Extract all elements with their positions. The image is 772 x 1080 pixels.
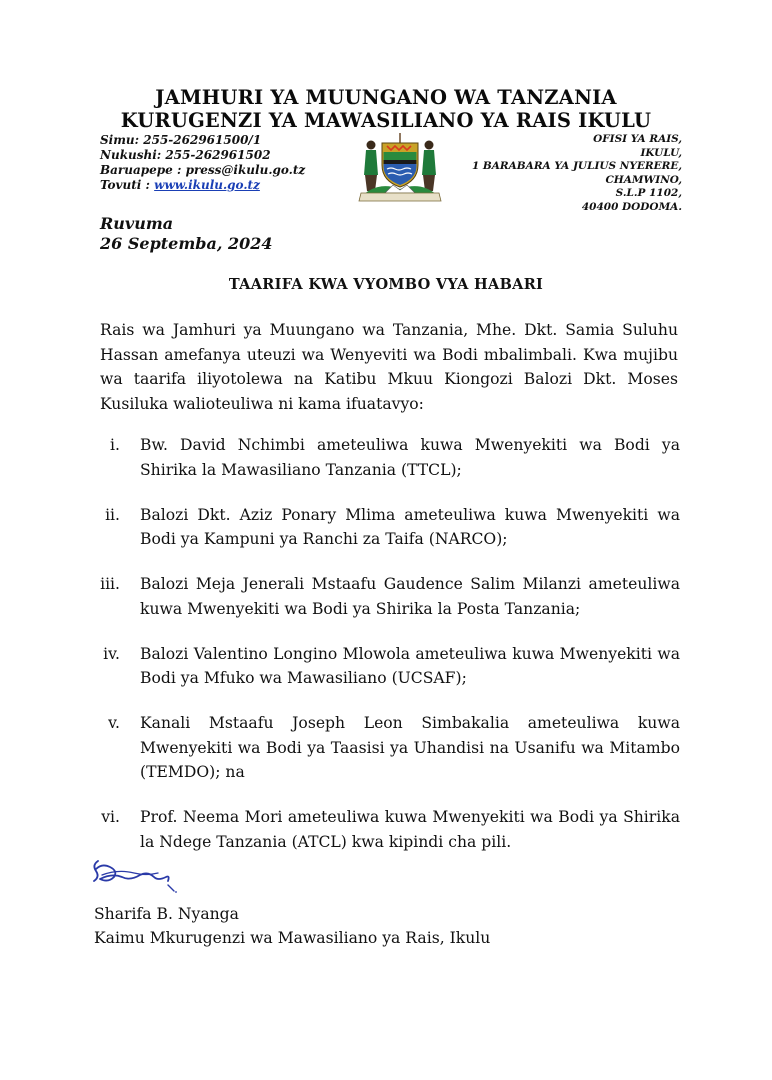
website-link[interactable]: www.ikulu.go.tz [154, 178, 260, 192]
appointments-list [100, 433, 680, 875]
fax-number: Nukushi: 255-262961502 [100, 148, 271, 162]
address-line: CHAMWINO, [605, 173, 682, 186]
address-line: 1 BARABARA YA JULIUS NYERERE, [471, 160, 682, 173]
signatory-block [94, 902, 490, 950]
handwritten-signature-icon [88, 851, 184, 895]
office-address [472, 133, 682, 215]
list-item-text: Balozi Dkt. Aziz Ponary Mlima ameteuliwa kuwa Mwenyekiti wa Bodi ya Kampuni ya Ranchi za Taifa (NARCO); [140, 505, 680, 548]
contact-block [100, 133, 305, 193]
list-item-text: Kanali Mstaafu Joseph Leon Simbakalia ameteuliwa kuwa Mwenyekiti wa Bodi ya Taasisi ya Uhandisi na Usanifu wa Mitambo (TEMDO); na [140, 714, 680, 781]
list-item-text: Balozi Meja Jenerali Mstaafu Gaudence Salim Milanzi ameteuliwa kuwa Mwenyekiti wa Bodi ya Shirika la Posta Tanzania; [140, 575, 680, 618]
list-item-text: Prof. Neema Mori ameteuliwa kuwa Mwenyekiti wa Bodi ya Shirika la Ndege Tanzania (ATCL) kwa kipindi cha pili. [140, 808, 680, 851]
address-line: OFISI YA RAIS, [593, 133, 682, 145]
phone-number: Simu: 255-262961500/1 [100, 133, 262, 147]
list-numeral: iii. [100, 575, 120, 593]
date: 26 Septemba, 2024 [100, 234, 273, 253]
place: Ruvuma [100, 214, 174, 233]
address-line: 40400 DODOMA. [581, 200, 682, 213]
header-title-line2: KURUGENZI YA MAWASILIANO YA RAIS IKULU [120, 109, 652, 132]
list-numeral: i. [110, 436, 120, 454]
list-item [100, 711, 680, 785]
website-label: Tovuti : [100, 178, 155, 192]
list-item-text: Bw. David Nchimbi ameteuliwa kuwa Mwenyekiti wa Bodi ya Shirika la Mawasiliano Tanzania (TTCL); [140, 436, 680, 479]
list-item-text: Balozi Valentino Longino Mlowola ameteuliwa kuwa Mwenyekiti wa Bodi ya Mfuko wa Mawasiliano (UCSAF); [140, 644, 680, 687]
signatory-name: Sharifa B. Nyanga [94, 905, 239, 923]
list-item [100, 572, 680, 621]
address-line: IKULU, [640, 146, 682, 159]
list-numeral: vi. [101, 808, 120, 826]
header-title-line1: JAMHURI YA MUUNGANO WA TANZANIA [155, 86, 617, 109]
place-date-block [100, 214, 272, 254]
signatory-title: Kaimu Mkurugenzi wa Mawasiliano ya Rais, Ikulu [94, 929, 491, 947]
list-item [100, 805, 680, 854]
list-item [100, 433, 680, 482]
list-item [100, 503, 680, 552]
coat-of-arms-icon [357, 131, 443, 203]
website-line [100, 178, 305, 193]
address-line: S.L.P 1102, [615, 187, 682, 200]
email-address: Baruapepe : press@ikulu.go.tz [100, 163, 306, 177]
release-heading: TAARIFA KWA VYOMBO VYA HABARI [228, 276, 544, 293]
list-numeral: v. [108, 714, 120, 732]
list-numeral: ii. [105, 505, 120, 524]
list-numeral: iv. [103, 644, 120, 663]
intro-paragraph: Rais wa Jamhuri ya Muungano wa Tanzania, Mhe. Dkt. Samia Suluhu Hassan amefanya uteuzi wa Wenyeviti wa Bodi mbalimbali. Kwa mujibu wa taarifa iliyotolewa na Katibu Mkuu Kiongozi Balozi Dkt. Moses Kusiluka walioteuliwa ni kama ifuatavyo: [100, 321, 678, 413]
list-item [100, 642, 680, 691]
